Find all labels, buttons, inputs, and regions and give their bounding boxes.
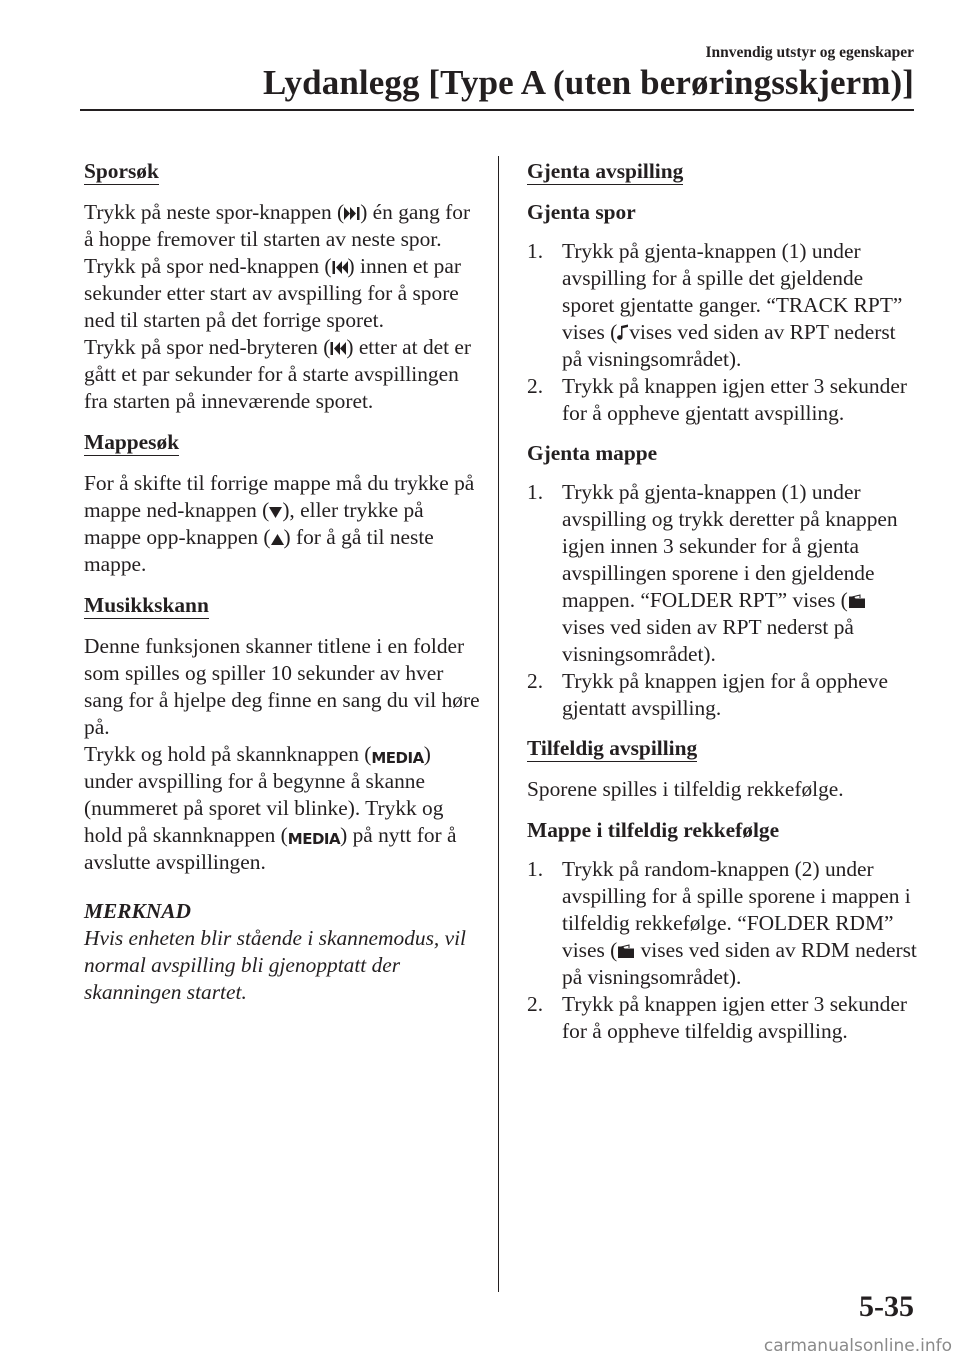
list-item: 2. Trykk på knappen igjen for å oppheve gjentatt avspilling. (527, 669, 888, 720)
subheading-mappe-tilfeldig: Mappe i tilfeldig rekkefølge (527, 818, 780, 842)
folder-icon (848, 594, 866, 609)
media-button-icon: MEDIA (287, 830, 341, 848)
paragraph-scan-usage: Trykk og hold på skannknappen (MEDIA) under avspilling for å begynne å skanne (nummeret på sporet vil blinke). Trykk og hold på skannknappen (MEDIA) på nytt for å avslutte avspillingen. (84, 742, 457, 874)
list-item: 1. Trykk på gjenta-knappen (1) under avspilling for å spille det gjeldende sporet gjentatte ganger. “TRACK RPT” vises ( vises ved siden av RPT nederst på visningsområdet). (527, 239, 903, 371)
list-item: 2. Trykk på knappen igjen etter 3 sekunder for å oppheve gjentatt avspilling. (527, 374, 907, 425)
section-heading-musikkskann: Musikkskann (84, 593, 209, 617)
list-mappe-tilfeldig (527, 856, 919, 1045)
triangle-down-icon (269, 506, 282, 519)
subheading-gjenta-mappe: Gjenta mappe (527, 441, 658, 465)
page-title: Lydanlegg [Type A (uten berøringsskjerm)] (263, 63, 914, 102)
list-item: 1. Trykk på random-knappen (2) under avspilling for å spille sporene i mappen i tilfeldig rekkefølge. “FOLDER RDM” vises ( vises ved siden av RDM nederst på visningsområdet). (527, 857, 917, 989)
paragraph-restart-track: Trykk på spor ned-bryteren ( ) etter at det er gått et par sekunder for å starte avspillingen fra starten på inneværende sporet. (84, 335, 472, 413)
next-track-icon (344, 206, 360, 221)
note-body: Hvis enheten blir stående i skannemodus, vil normal avspilling bli gjenopptatt der skanningen startet. (84, 926, 466, 1004)
media-button-icon: MEDIA (371, 749, 424, 767)
list-item: 1. Trykk på gjenta-knappen (1) under avspilling og trykk deretter på knappen igjen innen 3 sekunder for å gjenta avspillingen sporene i den gjeldende mappen. “FOLDER RPT” vises ( vises ved siden av RPT nederst på visningsområdet). (527, 480, 898, 666)
chapter-label: Innvendig utstyr og egenskaper (705, 44, 914, 61)
music-note-icon (617, 324, 629, 341)
list-gjenta-mappe (527, 479, 919, 722)
paragraph-random: Sporene spilles i tilfeldig rekkefølge. (527, 777, 844, 801)
section-heading-tilfeldig: Tilfeldig avspilling (527, 736, 698, 760)
section-heading-mappesok: Mappesøk (84, 430, 180, 454)
list-item: 2. Trykk på knappen igjen etter 3 sekunder for å oppheve tilfeldig avspilling. (527, 992, 907, 1043)
right-column (527, 158, 919, 1058)
list-gjenta-spor (527, 238, 919, 427)
section-heading-gjenta: Gjenta avspilling (527, 159, 684, 183)
header-rule (80, 109, 914, 111)
subheading-gjenta-spor: Gjenta spor (527, 200, 636, 224)
paragraph-previous-track: Trykk på spor ned-knappen ( ) innen et par sekunder etter start av avspilling for å spore ned til starten på det forrige sporet. (84, 254, 461, 332)
note-heading: MERKNAD (84, 899, 191, 923)
left-column (84, 158, 484, 1006)
paragraph-next-track: Trykk på neste spor-knappen ( ) én gang for å hoppe fremover til starten av neste spor. (84, 200, 471, 251)
watermark: carmanualsonline.info (763, 1336, 952, 1356)
previous-track-icon (332, 260, 348, 275)
triangle-up-icon (271, 533, 284, 546)
previous-track-icon (330, 341, 346, 356)
section-heading-sporsok: Sporsøk (84, 159, 159, 183)
column-divider (498, 156, 499, 1292)
paragraph-folder-search: For å skifte til forrige mappe må du trykke på mappe ned-knappen ( ), eller trykke på mappe opp-knappen ( ) for å gå til neste mappe. (84, 471, 475, 576)
paragraph-scan-description: Denne funksjonen skanner titlene i en folder som spilles og spiller 10 sekunder av hver sang for å hjelpe deg finne en sang du vil høre på. (84, 634, 480, 739)
folder-icon (617, 944, 635, 959)
page-number: 5-35 (859, 1290, 914, 1323)
